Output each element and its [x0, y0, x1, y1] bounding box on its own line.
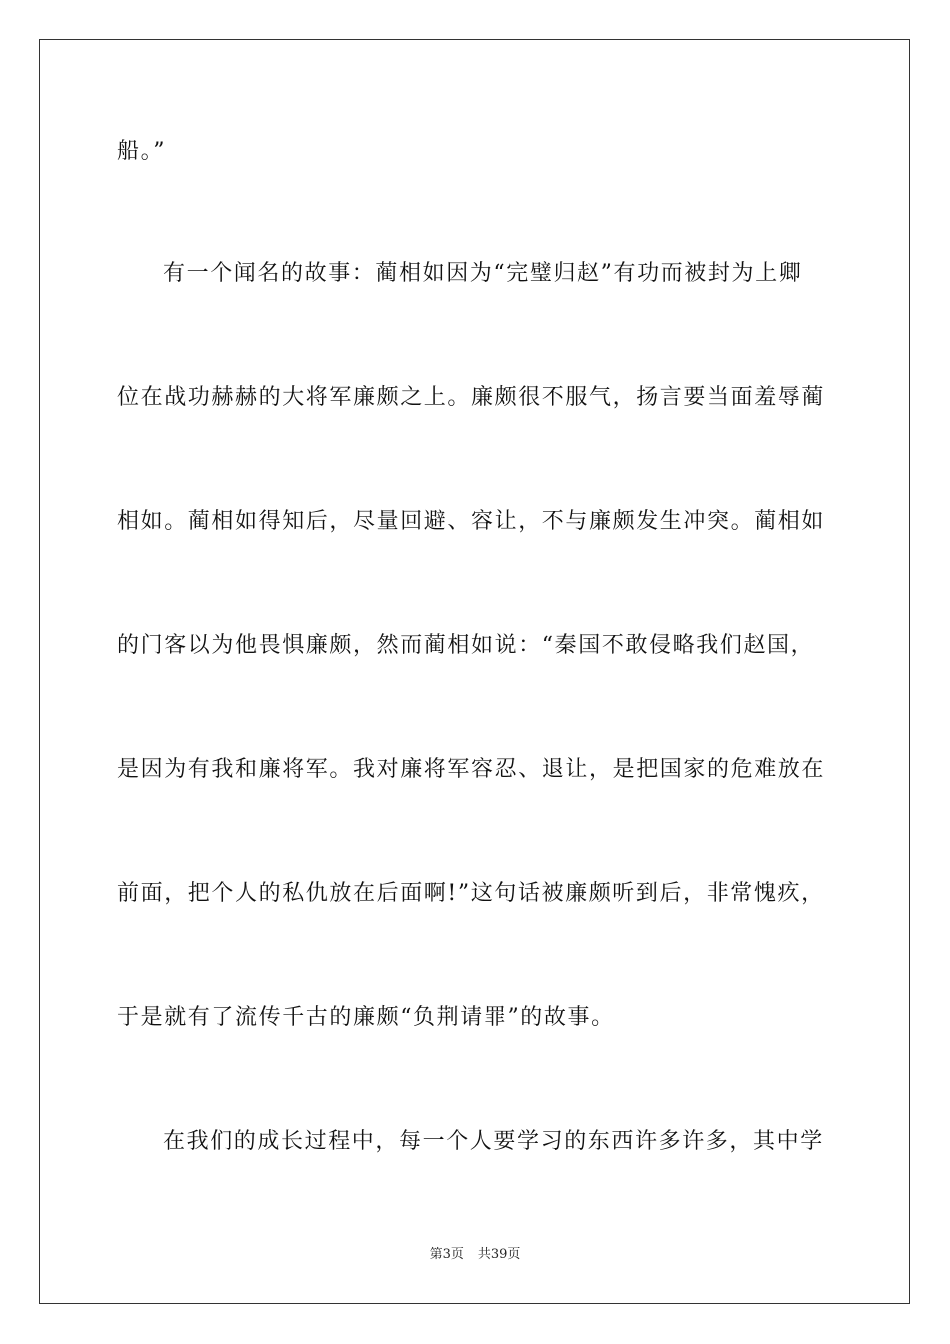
- text-line-5: 的门客以为他畏惧廉颇，然而蔺相如说：“秦国不敢侵略我们赵国，: [117, 633, 815, 658]
- page-border: [39, 39, 910, 1304]
- text-line-9: 在我们的成长过程中，每一个人要学习的东西许多许多，其中学: [163, 1129, 824, 1154]
- text-line-3: 位在战功赫赫的大将军廉颇之上。廉颇很不服气，扬言要当面羞辱蔺: [117, 385, 826, 410]
- page-number: 第3页: [429, 1247, 464, 1262]
- text-line-1: 船。”: [117, 139, 167, 164]
- text-line-2: 有一个闻名的故事：蔺相如因为“完璧归赵”有功而被封为上卿: [163, 261, 803, 286]
- text-line-6: 是因为有我和廉将军。我对廉将军容忍、退让，是把国家的危难放在: [117, 757, 826, 782]
- page-footer: [0, 1246, 950, 1264]
- text-line-7: 前面，把个人的私仇放在后面啊!”这句话被廉颇听到后，非常愧疚，: [117, 881, 825, 906]
- text-line-8: 于是就有了流传千古的廉颇“负荆请罪”的故事。: [117, 1005, 615, 1030]
- page-total: 共39页: [477, 1247, 521, 1262]
- text-line-4: 相如。蔺相如得知后，尽量回避、容让，不与廉颇发生冲突。蔺相如: [117, 509, 826, 534]
